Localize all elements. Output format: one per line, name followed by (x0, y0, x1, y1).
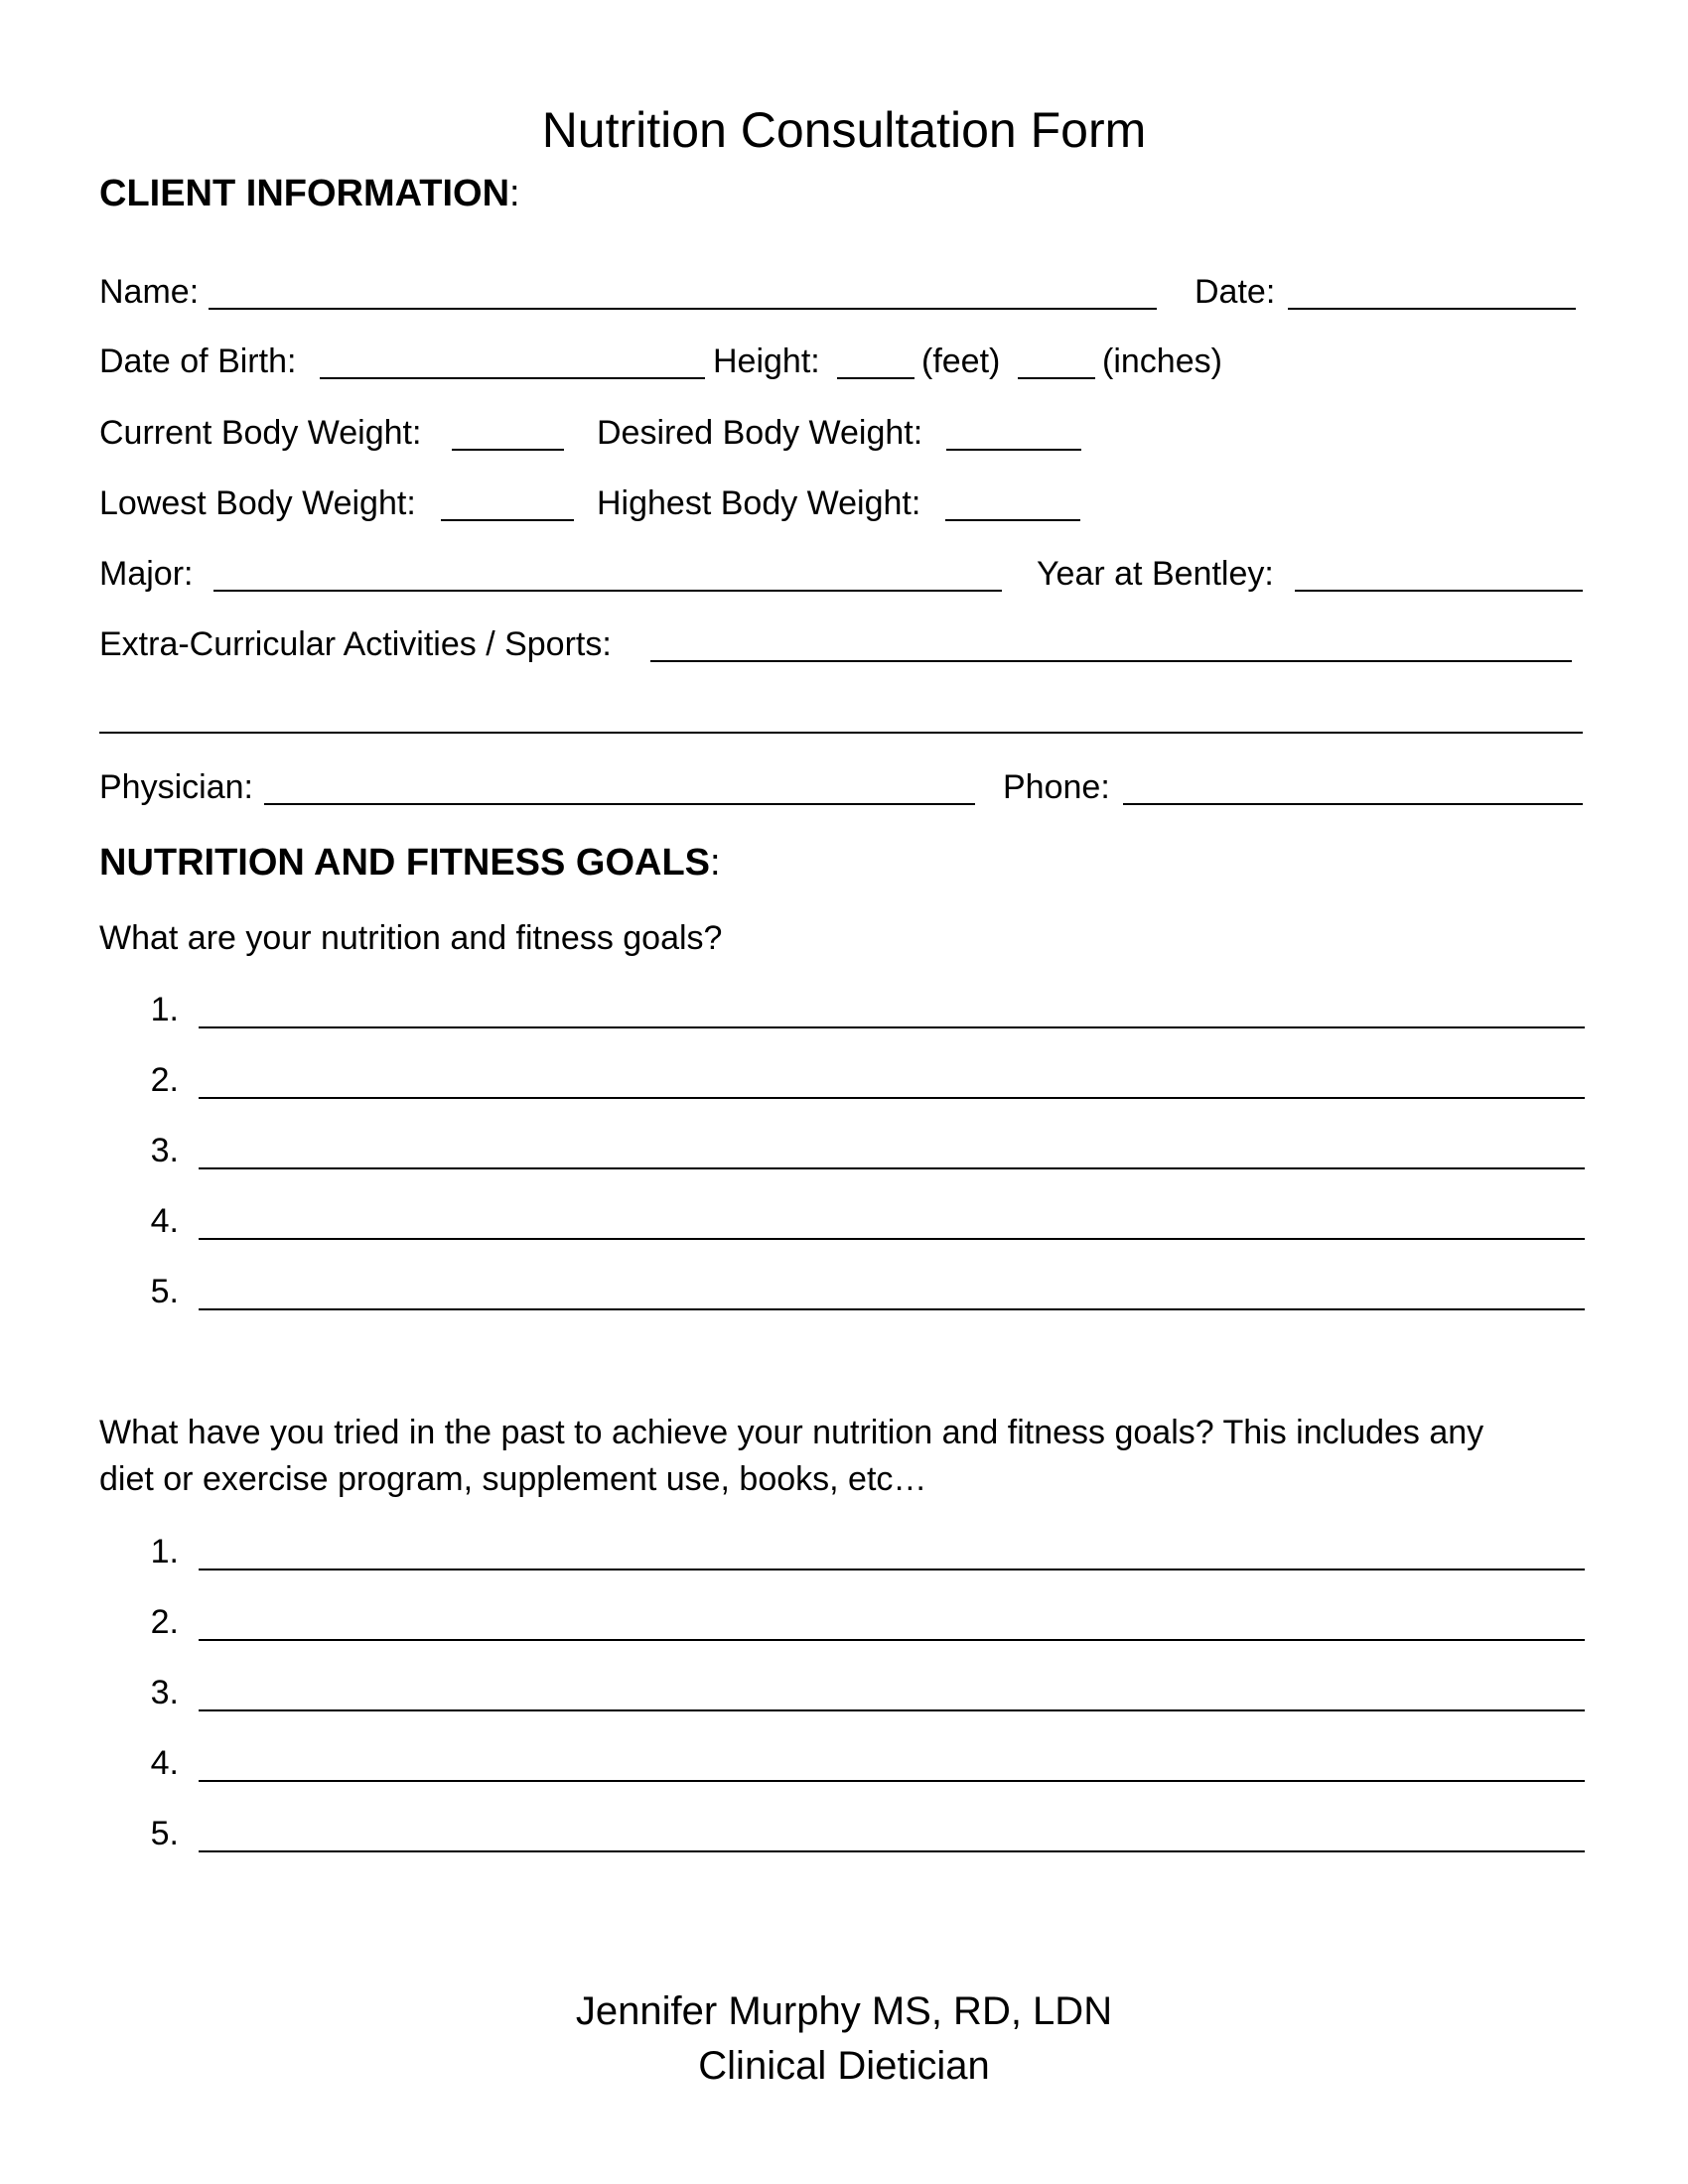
desired-weight-field[interactable] (946, 449, 1081, 451)
goals-heading-colon: : (710, 842, 721, 884)
past-line-4[interactable] (199, 1780, 1585, 1782)
highest-weight-field[interactable] (945, 519, 1080, 521)
past-number-2: 2. (150, 1603, 179, 1641)
dietician-name: Jennifer Murphy MS, RD, LDN (575, 1989, 1113, 2033)
current-weight-label: Current Body Weight: (99, 414, 422, 452)
goal-number-3: 3. (150, 1132, 179, 1169)
past-line-5[interactable] (199, 1850, 1585, 1852)
activities-field[interactable] (650, 660, 1572, 662)
name-label: Name: (99, 273, 200, 311)
past-line-3[interactable] (199, 1709, 1585, 1711)
phone-label: Phone: (1003, 768, 1110, 806)
past-line-1[interactable] (199, 1569, 1585, 1570)
goal-line-1[interactable] (199, 1026, 1585, 1028)
name-field[interactable] (209, 308, 1157, 310)
date-label: Date: (1195, 273, 1276, 311)
goal-line-5[interactable] (199, 1308, 1585, 1310)
goals-heading-text: NUTRITION AND FITNESS GOALS (99, 842, 711, 884)
goal-line-2[interactable] (199, 1097, 1585, 1099)
goal-number-4: 4. (150, 1202, 179, 1240)
activities-label: Extra-Curricular Activities / Sports: (99, 625, 612, 663)
past-number-5: 5. (150, 1815, 179, 1852)
past-number-4: 4. (150, 1744, 179, 1782)
desired-weight-label: Desired Body Weight: (597, 414, 923, 452)
dietician-title: Clinical Dietician (698, 2044, 990, 2088)
form-title: Nutrition Consultation Form (541, 102, 1147, 158)
height-inches-field[interactable] (1018, 377, 1095, 379)
height-label: Height: (713, 342, 820, 380)
past-number-3: 3. (150, 1674, 179, 1711)
client-information-heading (99, 175, 520, 212)
major-field[interactable] (213, 590, 1002, 592)
goal-number-2: 2. (150, 1061, 179, 1099)
highest-weight-label: Highest Body Weight: (597, 484, 921, 522)
past-attempts-question-line1: What have you tried in the past to achieve your nutrition and fitness goals? This includes any (99, 1414, 1484, 1451)
goals-question: What are your nutrition and fitness goals? (99, 919, 723, 957)
lowest-weight-label: Lowest Body Weight: (99, 484, 416, 522)
date-field[interactable] (1288, 308, 1576, 310)
goal-line-4[interactable] (199, 1238, 1585, 1240)
goal-number-1: 1. (150, 991, 179, 1028)
client-information-heading-text: CLIENT INFORMATION (99, 173, 510, 214)
physician-label: Physician: (99, 768, 253, 806)
feet-label: (feet) (921, 342, 1001, 380)
past-number-1: 1. (150, 1533, 179, 1570)
client-heading-colon: : (509, 173, 520, 214)
inches-label: (inches) (1102, 342, 1222, 380)
goal-line-3[interactable] (199, 1167, 1585, 1169)
activities-field-continued[interactable] (99, 732, 1583, 734)
current-weight-field[interactable] (452, 449, 564, 451)
past-line-2[interactable] (199, 1639, 1585, 1641)
phone-field[interactable] (1123, 803, 1583, 805)
year-label: Year at Bentley: (1037, 555, 1274, 593)
physician-field[interactable] (264, 803, 975, 805)
goals-heading (99, 844, 721, 882)
lowest-weight-field[interactable] (441, 519, 574, 521)
dob-field[interactable] (320, 377, 705, 379)
past-attempts-question-line2: diet or exercise program, supplement use, books, etc… (99, 1460, 927, 1498)
year-field[interactable] (1295, 590, 1583, 592)
goal-number-5: 5. (150, 1273, 179, 1310)
height-feet-field[interactable] (837, 377, 914, 379)
major-label: Major: (99, 555, 194, 593)
dob-label: Date of Birth: (99, 342, 297, 380)
